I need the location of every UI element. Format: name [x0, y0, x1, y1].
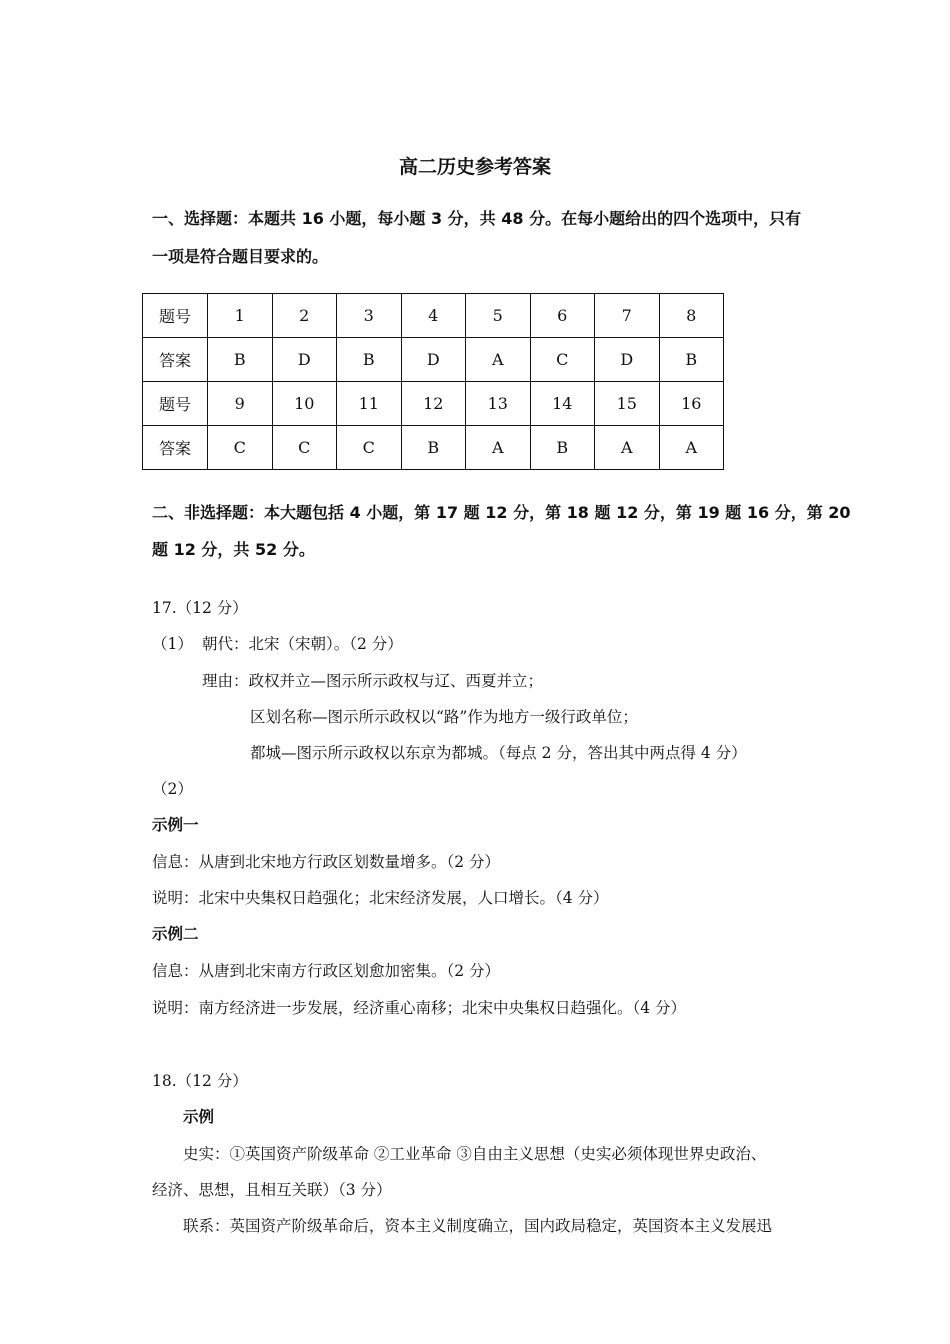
- table-row: [143, 382, 724, 426]
- table-cell: A: [466, 426, 531, 470]
- example2-title: 示例二: [152, 925, 199, 943]
- table-cell: 16: [659, 382, 724, 426]
- table-cell: 3: [337, 294, 402, 338]
- q18-example-title: 示例: [183, 1108, 215, 1126]
- q17-part1-reason3: 都城—图示所示政权以东京为都城。（每点 2 分，答出其中两点得 4 分）: [250, 744, 747, 762]
- table-row: [143, 338, 724, 382]
- table-cell: 5: [466, 294, 531, 338]
- q17-part1-reason: 理由：政权并立—图示所示政权与辽、西夏并立；: [202, 672, 544, 690]
- table-cell: 15: [595, 382, 660, 426]
- table-cell: C: [337, 426, 402, 470]
- table-cell: 9: [208, 382, 273, 426]
- table-cell: C: [272, 426, 337, 470]
- example2-info: 信息：从唐到北宋南方行政区划愈加密集。（2 分）: [152, 962, 501, 980]
- table-cell: 1: [208, 294, 273, 338]
- section2-line2: 题 12 分，共 52 分。: [152, 540, 315, 559]
- row-label: 答案: [143, 426, 208, 470]
- table-cell: 10: [272, 382, 337, 426]
- example1-explain: 说明：北宋中央集权日趋强化；北宋经济发展，人口增长。（4 分）: [152, 889, 609, 907]
- table-cell: A: [659, 426, 724, 470]
- table-cell: D: [401, 338, 466, 382]
- table-cell: D: [272, 338, 337, 382]
- table-cell: 7: [595, 294, 660, 338]
- q17-heading: 17.（12 分）: [152, 599, 248, 617]
- table-cell: B: [530, 426, 595, 470]
- table-cell: A: [595, 426, 660, 470]
- example1-title: 示例一: [152, 816, 199, 834]
- section1-line2: 一项是符合题目要求的。: [152, 247, 329, 266]
- q18-link-line1: 联系：英国资产阶级革命后，资本主义制度确立，国内政局稳定，英国资本主义发展迅: [183, 1217, 773, 1235]
- table-cell: B: [337, 338, 402, 382]
- table-cell: 12: [401, 382, 466, 426]
- q17-part1-dynasty: 朝代：北宋（宋朝）。（2 分）: [202, 635, 403, 653]
- row-label: 题号: [143, 294, 208, 338]
- table-cell: 13: [466, 382, 531, 426]
- table-cell: 6: [530, 294, 595, 338]
- table-cell: A: [466, 338, 531, 382]
- table-row: [143, 294, 724, 338]
- answer-table: [142, 293, 724, 470]
- section1-line1: 一、选择题：本题共 16 小题，每小题 3 分，共 48 分。在每小题给出的四个选项中，只有: [152, 209, 802, 228]
- q17-part2-label: （2）: [152, 780, 193, 798]
- example1-info: 信息：从唐到北宋地方行政区划数量增多。（2 分）: [152, 853, 501, 871]
- example2-explain: 说明：南方经济进一步发展，经济重心南移；北宋中央集权日趋强化。（4 分）: [152, 999, 687, 1017]
- table-cell: D: [595, 338, 660, 382]
- table-cell: 11: [337, 382, 402, 426]
- q18-facts-line1: 史实：①英国资产阶级革命 ②工业革命 ③自由主义思想（史实必须体现世界史政治、: [183, 1145, 767, 1163]
- table-cell: C: [208, 426, 273, 470]
- table-cell: 8: [659, 294, 724, 338]
- table-cell: B: [659, 338, 724, 382]
- q17-part1-reason2: 区划名称—图示所示政权以“路”作为地方一级行政单位；: [250, 708, 638, 726]
- section2-line1: 二、非选择题：本大题包括 4 小题，第 17 题 12 分，第 18 题 12 分，第 19 题 16 分，第 20: [152, 503, 851, 522]
- table-cell: B: [401, 426, 466, 470]
- q18-facts-line2: 经济、思想，且相互关联）（3 分）: [152, 1181, 392, 1199]
- table-cell: 2: [272, 294, 337, 338]
- q17-part1-label: （1）: [152, 635, 193, 653]
- table-cell: C: [530, 338, 595, 382]
- table-cell: 4: [401, 294, 466, 338]
- row-label: 答案: [143, 338, 208, 382]
- row-label: 题号: [143, 382, 208, 426]
- q18-heading: 18.（12 分）: [152, 1072, 248, 1090]
- table-row: [143, 426, 724, 470]
- page-title: 高二历史参考答案: [398, 156, 551, 178]
- table-cell: 14: [530, 382, 595, 426]
- table-cell: B: [208, 338, 273, 382]
